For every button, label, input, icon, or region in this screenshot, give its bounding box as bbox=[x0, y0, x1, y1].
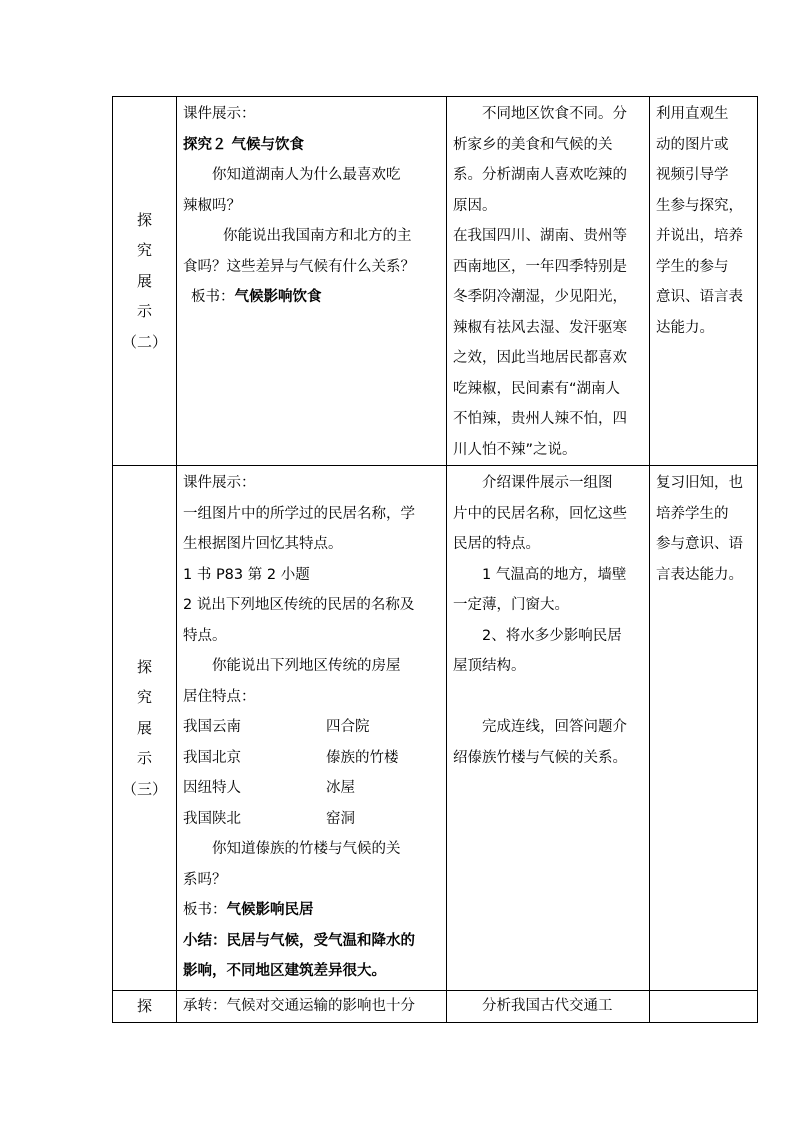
intent-line: 学生的参与 bbox=[656, 258, 729, 275]
summary-text: 小结：民居与气候，受气温和降水的 bbox=[183, 932, 415, 949]
activity-line: 在我国四川、湖南、贵州等 bbox=[453, 228, 627, 244]
board-text: 气候影响民居 bbox=[226, 902, 314, 918]
content-line: 特点。 bbox=[183, 627, 227, 644]
stage-char: 展 bbox=[136, 718, 152, 737]
activity-line: 绍傣族竹楼与气候的关系。 bbox=[453, 749, 627, 766]
activity-line: 民居的特点。 bbox=[453, 536, 540, 552]
board-text: 气候影响饮食 bbox=[234, 289, 322, 305]
matching-pair bbox=[183, 773, 441, 804]
stage-char: 示 bbox=[136, 749, 152, 768]
activity-cell bbox=[447, 991, 650, 1023]
activity-line: 片中的民居名称，回忆这些 bbox=[453, 505, 627, 522]
activity-line: 冬季阴冷潮湿，少见阳光， bbox=[453, 289, 627, 305]
courseware-label: 课件展示： bbox=[183, 106, 256, 122]
intent-cell bbox=[650, 466, 758, 991]
stage-cell bbox=[113, 97, 177, 466]
stage-char: 展 bbox=[136, 271, 152, 290]
content-line: 承转：气候对交通运输的影响也十分 bbox=[183, 998, 415, 1014]
question-text: 你能说出我国南方和北方的主 bbox=[223, 228, 412, 244]
content-cell bbox=[177, 466, 447, 991]
activity-line: 辣椒有祛风去湿、发汗驱寒 bbox=[453, 319, 627, 336]
stage-char: 探 bbox=[136, 210, 152, 229]
content-line: 一组图片中的所学过的民居名称，学 bbox=[183, 505, 415, 522]
content-cell bbox=[177, 97, 447, 466]
question-text: 食吗？这些差异与气候有什么关系？ bbox=[183, 258, 415, 275]
stage-char: （三） bbox=[121, 779, 167, 798]
activity-line: 1 气温高的地方，墙壁 bbox=[482, 566, 627, 583]
stage-char: 探 bbox=[136, 997, 152, 1015]
activity-line: 不同地区饮食不同。分 bbox=[482, 106, 627, 122]
activity-line: 介绍课件展示一组图 bbox=[482, 475, 613, 491]
board-label: 板书： bbox=[191, 289, 235, 305]
table-row bbox=[113, 97, 758, 466]
board-label: 板书： bbox=[183, 902, 227, 918]
summary-text: 影响，不同地区建筑差异很大。 bbox=[183, 963, 386, 979]
intent-line: 培养学生的 bbox=[656, 505, 729, 522]
content-line: 2 说出下列地区传统的民居的名称及 bbox=[183, 597, 415, 613]
intent-cell bbox=[650, 97, 758, 466]
activity-cell bbox=[447, 466, 650, 991]
activity-line: 2、将水多少影响民居 bbox=[482, 627, 622, 644]
matching-pair bbox=[183, 712, 441, 743]
content-cell bbox=[177, 991, 447, 1023]
activity-line: 川人怕不辣”之说。 bbox=[453, 441, 577, 458]
content-line: 居住特点： bbox=[183, 688, 256, 705]
activity-line: 一定薄，门窗大。 bbox=[453, 597, 569, 613]
question-text: 系吗？ bbox=[183, 871, 227, 888]
content-line: 生根据图片回忆其特点。 bbox=[183, 536, 343, 552]
intent-line: 视频引导学 bbox=[656, 167, 729, 183]
activity-line: 系。分析湖南人喜欢吃辣的 bbox=[453, 167, 627, 183]
blank-line bbox=[453, 682, 644, 713]
activity-line: 完成连线，回答问题介 bbox=[482, 719, 627, 735]
intent-line: 复习旧知，也 bbox=[656, 475, 743, 491]
intent-line: 达能力。 bbox=[656, 319, 714, 336]
intent-line: 意识、语言表 bbox=[656, 289, 743, 305]
question-text: 你知道湖南人为什么最喜欢吃 bbox=[212, 167, 401, 183]
intent-line: 生参与探究， bbox=[656, 197, 743, 214]
stage-cell bbox=[113, 466, 177, 991]
content-line: 你能说出下列地区传统的房屋 bbox=[212, 658, 401, 674]
intent-line: 动的图片或 bbox=[656, 136, 729, 153]
activity-line: 吃辣椒，民间素有“湖南人 bbox=[453, 380, 621, 397]
content-line: 1 书 P83 第 2 小题 bbox=[183, 566, 310, 583]
section-title: 探究２ 气候与饮食 bbox=[183, 136, 305, 153]
activity-line: 之效，因此当地居民都喜欢 bbox=[453, 350, 627, 366]
dwelling-text: 窑洞 bbox=[326, 810, 355, 827]
matching-pair bbox=[183, 804, 441, 835]
region-text: 我国北京 bbox=[183, 749, 241, 766]
stage-char: （二） bbox=[121, 332, 167, 351]
intent-line: 言表达能力。 bbox=[656, 566, 743, 583]
activity-line: 原因。 bbox=[453, 197, 497, 214]
lesson-plan-table bbox=[112, 96, 758, 1023]
activity-line: 西南地区，一年四季特别是 bbox=[453, 258, 627, 275]
activity-line: 分析我国古代交通工 bbox=[482, 998, 613, 1014]
stage-char: 探 bbox=[136, 657, 152, 676]
activity-line: 不怕辣，贵州人辣不怕，四 bbox=[453, 411, 627, 427]
dwelling-text: 傣族的竹楼 bbox=[326, 749, 399, 766]
region-text: 我国陕北 bbox=[183, 810, 241, 827]
question-text: 辣椒吗？ bbox=[183, 197, 241, 214]
activity-line: 屋顶结构。 bbox=[453, 658, 526, 674]
table-row bbox=[113, 991, 758, 1023]
activity-line: 析家乡的美食和气候的关 bbox=[453, 136, 613, 153]
question-text: 你知道傣族的竹楼与气候的关 bbox=[212, 841, 401, 857]
region-text: 因纽特人 bbox=[183, 780, 241, 796]
intent-line: 参与意识、语 bbox=[656, 536, 743, 552]
stage-cell bbox=[113, 991, 177, 1023]
matching-pair bbox=[183, 743, 441, 774]
intent-line: 并说出，培养 bbox=[656, 228, 743, 244]
intent-line: 利用直观生 bbox=[656, 106, 729, 122]
region-text: 我国云南 bbox=[183, 719, 241, 735]
activity-cell bbox=[447, 97, 650, 466]
stage-char: 示 bbox=[136, 302, 152, 321]
courseware-label: 课件展示： bbox=[183, 475, 256, 491]
stage-char: 究 bbox=[136, 241, 152, 260]
dwelling-text: 四合院 bbox=[326, 719, 370, 735]
table-row bbox=[113, 466, 758, 991]
stage-char: 究 bbox=[136, 688, 152, 707]
intent-cell bbox=[650, 991, 758, 1023]
dwelling-text: 冰屋 bbox=[326, 780, 355, 796]
